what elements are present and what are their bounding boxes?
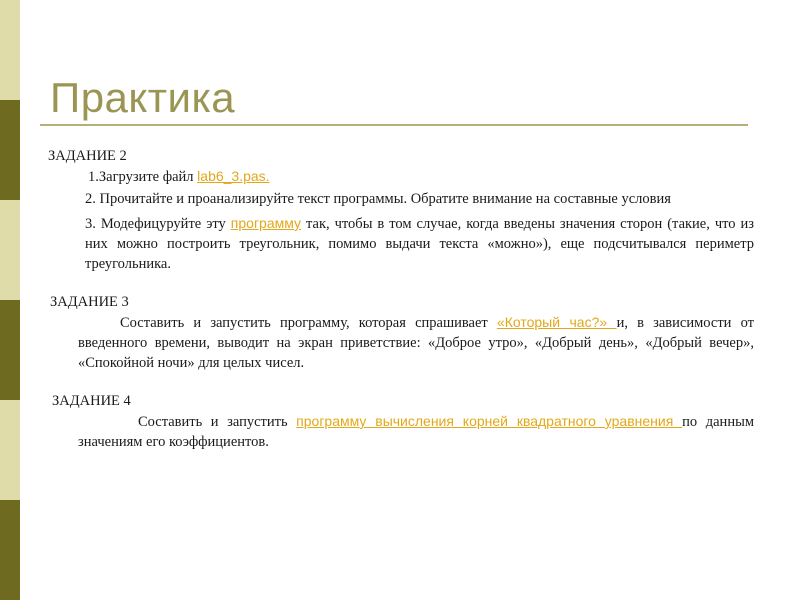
task2-item2: 2. Прочитайте и проанализируйте текст программы. Обратите внимание на составные условия [85,191,671,207]
sidebar-block [0,200,20,300]
task2-item3-text: 3. Модефицуруйте эту [85,216,231,232]
task3-text [78,312,754,373]
task4-heading: ЗАДАНИЕ 4 [52,393,131,409]
file-link[interactable]: lab6_3.pas. [197,168,270,184]
sidebar-block [0,300,20,400]
task4-text [78,411,754,452]
slide-title: Практика [50,74,236,121]
slide-body [48,146,754,452]
title-divider [40,124,748,126]
quadratic-program-link[interactable]: программу вычисления корней квадратного уравнения [296,413,683,429]
spacer [48,373,754,391]
task4-text-start: Составить и запустить [138,414,297,430]
task2-item1-text: 1.Загрузите файл [88,169,198,185]
task2-item1 [88,166,754,187]
task3-text-start: Составить и запустить программу, которая спрашивает [120,315,497,331]
sidebar-block [0,0,20,100]
task3-text-end: и, в зависимости от введенного времени, выводит на экран приветствие: «Доброе утро», «Добрый день», «Добрый вечер», «Спокойной ночи» для целых чисел. [78,315,754,371]
task4-text-end: по данным значениям его коэффициентов. [78,414,754,450]
sidebar-block [0,400,20,500]
what-time-link[interactable]: «Который час?» [496,314,617,330]
task2-item3-rest: так, чтобы в том случае, когда введены значения сторон (такие, что из них можно построить треугольник, помимо выдачи текста «можно»), еще подсчитывался периметр треугольника. [85,216,754,272]
task2-item3 [85,213,754,274]
sidebar-block [0,500,20,600]
sidebar-stripe [0,0,20,600]
spacer [48,274,754,292]
program-link[interactable]: программу [230,215,302,231]
task3-heading: ЗАДАНИЕ 3 [50,294,129,310]
sidebar-block [0,100,20,200]
task2-heading: ЗАДАНИЕ 2 [48,148,127,164]
